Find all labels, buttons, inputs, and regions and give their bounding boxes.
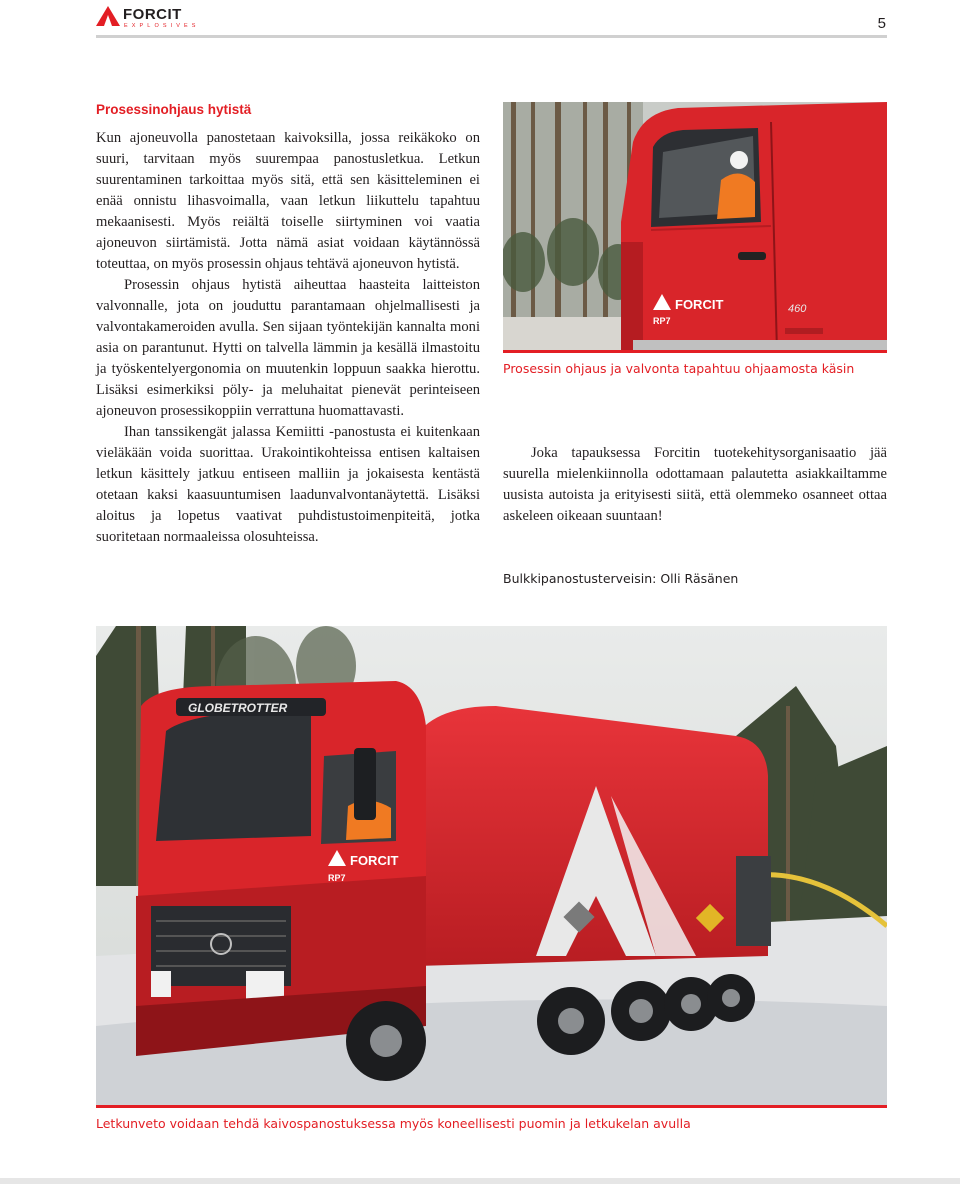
section-heading: Prosessinohjaus hytistä xyxy=(96,102,252,117)
tanker-truck-photo xyxy=(96,626,887,1106)
svg-text:FORCIT: FORCIT xyxy=(350,853,399,868)
paragraph: Kun ajoneuvolla panostetaan kaivoksilla, jossa reikäkoko on suuri, tarvitaan myös suurempaa panostusletkua. Letkun suurentaminen tarkoittaa myös sitä, että sen käsitteleminen ei enää onnistu lihasvoimalla, vaan letkun liikuttelu tapahtuu mekaanisesti. Myös reiältä toiselle siirtyminen voi vaatia ajoneuvon siirtämistä. Jotta nämä asiat voidaan käytännössä toteuttaa, on myös prosessin ohjaus tehtävä ajoneuvon hytistä. xyxy=(96,130,480,272)
author-signature: Bulkkipanostusterveisin: Olli Räsänen xyxy=(503,571,739,586)
svg-text:RP7: RP7 xyxy=(328,873,346,883)
header-rule xyxy=(96,35,887,38)
photo-caption: Letkunveto voidaan tehdä kaivospanostuksessa myös koneellisesti puomin ja letkukelan avulla xyxy=(96,1116,691,1131)
page-number: 5 xyxy=(877,15,886,32)
caption-rule xyxy=(503,350,887,353)
forcit-logo xyxy=(96,6,206,30)
logo-name: FORCIT xyxy=(123,6,182,23)
paragraph: Prosessin ohjaus hytistä aiheuttaa haasteita laitteiston valvonnalle, jota on jouduttu parantamaan ohjelmallisesti ja valvontakameroiden avulla. Sen sijaan työntekijän kannalta moni asia on parantunut. Hytti on talvella lämmin ja kesällä ilmastoitu ja työskentelyergonomia on muutenkin loppuun saakka hierottu. Lisäksi esimerkiksi pöly- ja meluhaitat pienevät perinteiseen ajoneuvon prosessikoppiin verrattuna huomattavasti. xyxy=(96,277,480,419)
closing-paragraph: Joka tapauksessa Forcitin tuotekehitysorganisaatio jää suurella mielenkiinnolla odottamaan palautetta asiakkailtamme uusista autoista ja erityisesti siitä, että olemmeko osanneet ottaa askeleen oikeaan suuntaan! xyxy=(503,445,887,524)
footer-rule xyxy=(0,1178,960,1184)
logo-subtitle: EXPLOSIVES xyxy=(124,23,200,29)
svg-text:FORCIT: FORCIT xyxy=(675,297,724,312)
svg-text:460: 460 xyxy=(788,303,807,315)
cab-photo xyxy=(503,102,887,352)
photo-caption: Prosessin ohjaus ja valvonta tapahtuu ohjaamosta käsin xyxy=(503,361,855,376)
article-body xyxy=(96,128,480,548)
caption-rule xyxy=(96,1105,887,1108)
svg-text:RP7: RP7 xyxy=(653,316,671,326)
paragraph: Ihan tanssikengät jalassa Kemiitti -panostusta ei kuitenkaan vieläkään voida suorittaa. Urakointikohteissa entisen kaltaisen letkun käsittely jatkuu entiseen malliin ja jokaisesta kentästä otetaan kaksi kaasuuntumisen laadunvalvontanäytettä. Lisäksi aloitus ja lopetus vaativat puhdistustoimenpiteitä, jotka suoritetaan normaaleissa olosuhteissa. xyxy=(96,424,480,545)
svg-text:GLOBETROTTER: GLOBETROTTER xyxy=(188,701,288,715)
